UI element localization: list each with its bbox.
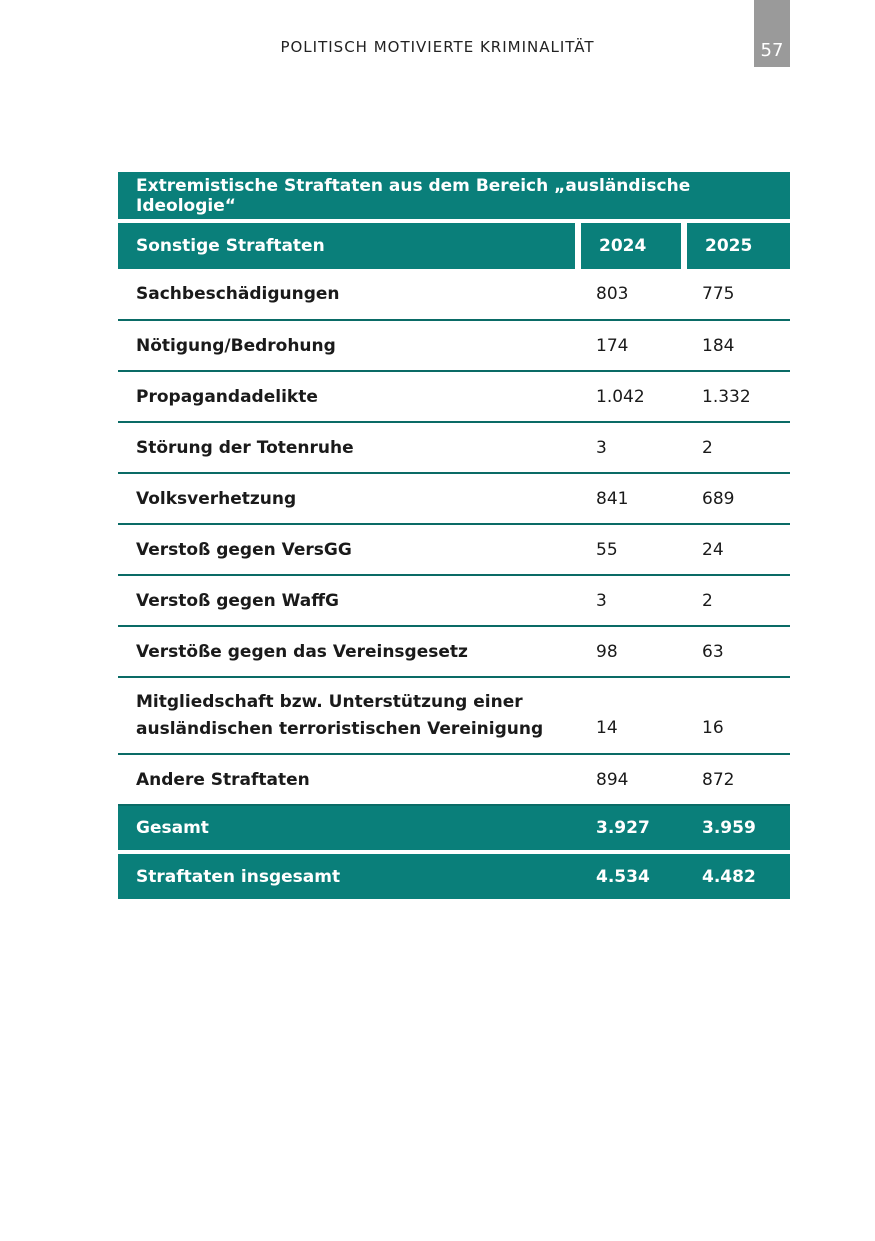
value-2025: 63: [684, 626, 790, 677]
row-label: Nötigung/Bedrohung: [118, 320, 578, 371]
value-2025: 775: [684, 269, 790, 320]
row-label: Verstoß gegen WaffG: [118, 575, 578, 626]
table-row: [118, 677, 790, 754]
running-header-title: POLITISCH MOTIVIERTE KRIMINALITÄT: [280, 38, 595, 56]
table-header-row: [118, 221, 790, 269]
row-label: Verstöße gegen das Vereinsgesetz: [118, 626, 578, 677]
row-label: Verstoß gegen VersGG: [118, 524, 578, 575]
value-2024: 1.042: [578, 371, 684, 422]
table-row: [118, 626, 790, 677]
value-2025: 689: [684, 473, 790, 524]
row-label-line-2: ausländischen terroristischen Vereinigung: [136, 718, 544, 739]
row-label: Sachbeschädigungen: [118, 269, 578, 320]
value-2025: 872: [684, 754, 790, 805]
value-2024: 803: [578, 269, 684, 320]
value-2025: 2: [684, 422, 790, 473]
table-row: [118, 524, 790, 575]
row-label: Volksverhetzung: [118, 473, 578, 524]
column-header-2025: 2025: [684, 221, 790, 269]
total-label: Gesamt: [118, 805, 578, 852]
total-row-insgesamt: [118, 852, 790, 899]
value-2025: 16: [684, 677, 790, 754]
table-row: [118, 269, 790, 320]
table-title: Extremistische Straftaten aus dem Bereich „ausländische Ideologie“: [118, 172, 790, 221]
total-label: Straftaten insgesamt: [118, 852, 578, 899]
row-label-line-1: Mitgliedschaft bzw. Unterstützung einer: [136, 691, 523, 712]
value-2024: 14: [578, 677, 684, 754]
table-row: [118, 754, 790, 805]
table-row: [118, 422, 790, 473]
total-2024: 3.927: [578, 805, 684, 852]
total-2025: 4.482: [684, 852, 790, 899]
statistics-table: [118, 172, 790, 899]
total-2025: 3.959: [684, 805, 790, 852]
value-2025: 2: [684, 575, 790, 626]
column-header-2024: 2024: [578, 221, 684, 269]
page-number: 57: [760, 40, 784, 61]
total-2024: 4.534: [578, 852, 684, 899]
value-2024: 3: [578, 575, 684, 626]
value-2025: 1.332: [684, 371, 790, 422]
value-2024: 894: [578, 754, 684, 805]
total-row-gesamt: [118, 805, 790, 852]
row-label: [118, 677, 578, 754]
table-row: [118, 320, 790, 371]
value-2024: 55: [578, 524, 684, 575]
page-number-tab: [754, 0, 790, 67]
row-label: Andere Straftaten: [118, 754, 578, 805]
table-row: [118, 575, 790, 626]
table-row: [118, 371, 790, 422]
table-title-row: [118, 172, 790, 221]
value-2024: 841: [578, 473, 684, 524]
value-2024: 3: [578, 422, 684, 473]
row-label: Propagandadelikte: [118, 371, 578, 422]
table-row: [118, 473, 790, 524]
value-2024: 98: [578, 626, 684, 677]
row-label: Störung der Totenruhe: [118, 422, 578, 473]
statistics-table-container: [118, 172, 790, 899]
value-2025: 24: [684, 524, 790, 575]
value-2025: 184: [684, 320, 790, 371]
column-header-category: Sonstige Straftaten: [118, 221, 578, 269]
value-2024: 174: [578, 320, 684, 371]
